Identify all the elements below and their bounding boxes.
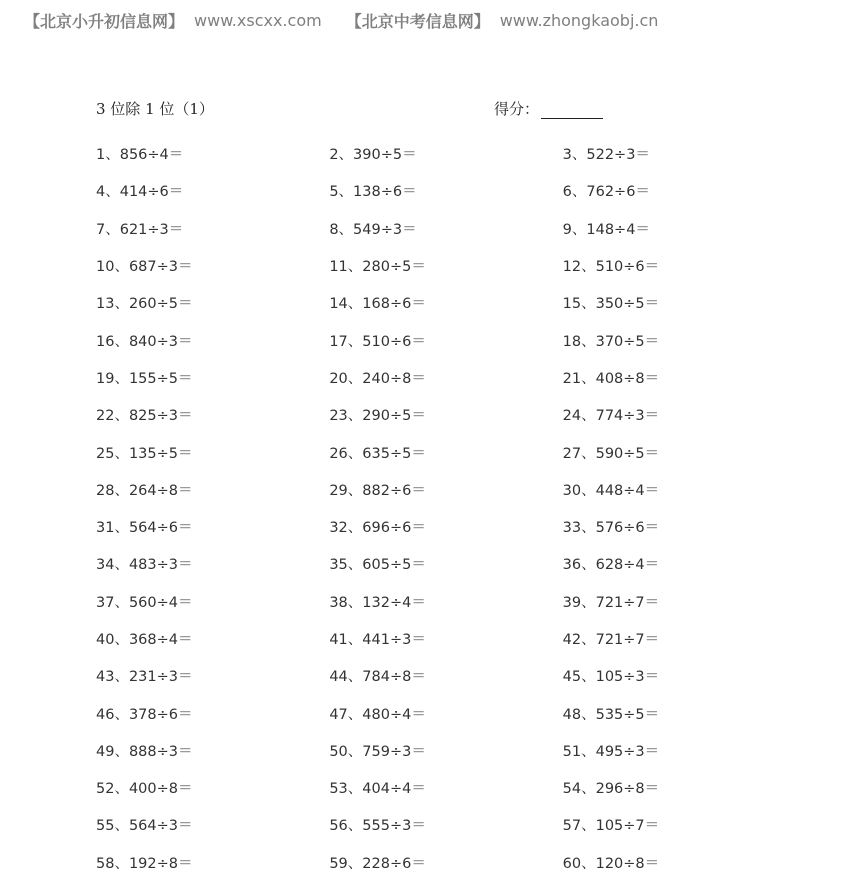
site1-name: 【北京小升初信息网】 <box>24 11 185 31</box>
problem-row <box>96 471 796 508</box>
problem-item: 15、350÷5＝ <box>562 296 660 313</box>
problem-item: 22、825÷3＝ <box>96 408 193 425</box>
problem-item: 49、888÷3＝ <box>96 743 193 760</box>
score-blank-line[interactable] <box>541 104 603 119</box>
problem-item: 43、231÷3＝ <box>96 669 193 686</box>
problem-item: 59、228÷6＝ <box>329 855 426 872</box>
problem-item: 25、135÷5＝ <box>96 445 193 462</box>
problem-item: 50、759÷3＝ <box>329 743 426 760</box>
problem-item: 39、721÷7＝ <box>562 594 660 611</box>
problem-item: 47、480÷4＝ <box>329 706 426 723</box>
worksheet-title-row <box>96 98 696 120</box>
worksheet-title: 3 位除 1 位（1） <box>96 100 214 118</box>
problem-item: 48、535÷5＝ <box>562 706 660 723</box>
problem-item: 60、120÷8＝ <box>562 855 660 872</box>
problem-row <box>96 806 796 843</box>
problem-row <box>96 359 796 396</box>
problem-item: 11、280÷5＝ <box>329 259 426 276</box>
problem-item: 8、549÷3＝ <box>329 221 417 238</box>
score-label: 得分： <box>494 100 540 118</box>
problem-item: 37、560÷4＝ <box>96 594 193 611</box>
problem-row <box>96 135 796 172</box>
problem-item: 30、448÷4＝ <box>562 482 660 499</box>
problem-row <box>96 172 796 209</box>
problem-item: 32、696÷6＝ <box>329 520 426 537</box>
problem-row <box>96 732 796 769</box>
problem-item: 52、400÷8＝ <box>96 781 193 798</box>
problem-item: 14、168÷6＝ <box>329 296 426 313</box>
problem-item: 1、856÷4＝ <box>96 147 184 164</box>
problem-item: 24、774÷3＝ <box>562 408 660 425</box>
problem-item: 35、605÷5＝ <box>329 557 426 574</box>
problem-item: 33、576÷6＝ <box>562 520 660 537</box>
problem-item: 2、390÷5＝ <box>329 147 417 164</box>
page-header <box>24 8 845 32</box>
problem-row <box>96 657 796 694</box>
problem-item: 7、621÷3＝ <box>96 221 184 238</box>
problem-grid <box>96 135 796 881</box>
problem-row <box>96 844 796 881</box>
problem-item: 6、762÷6＝ <box>562 184 650 201</box>
problem-row <box>96 433 796 470</box>
problem-item: 18、370÷5＝ <box>562 333 660 350</box>
problem-item: 13、260÷5＝ <box>96 296 193 313</box>
problem-item: 16、840÷3＝ <box>96 333 193 350</box>
problem-item: 44、784÷8＝ <box>329 669 426 686</box>
score-field <box>494 98 603 119</box>
problem-item: 26、635÷5＝ <box>329 445 426 462</box>
problem-item: 28、264÷8＝ <box>96 482 193 499</box>
problem-item: 42、721÷7＝ <box>562 632 660 648</box>
problem-row <box>96 508 796 545</box>
site2-url-link[interactable]: www.zhongkaobj.cn <box>499 10 659 30</box>
problem-row <box>96 620 796 657</box>
problem-item: 20、240÷8＝ <box>329 370 426 387</box>
site1-url-link[interactable]: www.xscxx.com <box>194 10 322 30</box>
problem-item: 38、132÷4＝ <box>329 594 426 611</box>
problem-item: 45、105÷3＝ <box>562 669 660 686</box>
problem-row <box>96 545 796 582</box>
problem-row <box>96 396 796 433</box>
problem-row <box>96 769 796 806</box>
problem-item: 27、590÷5＝ <box>562 445 660 462</box>
problem-row <box>96 247 796 284</box>
problem-item: 4、414÷6＝ <box>96 184 184 201</box>
problem-item: 29、882÷6＝ <box>329 482 426 499</box>
problem-item: 5、138÷6＝ <box>329 184 417 201</box>
problem-row <box>96 694 796 731</box>
problem-item: 53、404÷4＝ <box>329 781 426 798</box>
problem-item: 58、192÷8＝ <box>96 855 193 872</box>
problem-row <box>96 583 796 620</box>
problem-item: 55、564÷3＝ <box>96 818 193 835</box>
problem-row <box>96 210 796 247</box>
problem-item: 23、290÷5＝ <box>329 408 426 425</box>
problem-item: 17、510÷6＝ <box>329 333 426 350</box>
problem-item: 56、555÷3＝ <box>329 818 426 835</box>
site2-name: 【北京中考信息网】 <box>345 11 490 31</box>
problem-item: 57、105÷7＝ <box>562 818 660 835</box>
problem-item: 19、155÷5＝ <box>96 370 193 387</box>
problem-item: 41、441÷3＝ <box>329 632 426 648</box>
problem-item: 46、378÷6＝ <box>96 706 193 723</box>
problem-row <box>96 284 796 321</box>
problem-item: 31、564÷6＝ <box>96 520 193 537</box>
problem-item: 3、522÷3＝ <box>562 147 650 164</box>
problem-item: 36、628÷4＝ <box>562 557 660 574</box>
problem-item: 34、483÷3＝ <box>96 557 193 574</box>
problem-item: 40、368÷4＝ <box>96 632 193 648</box>
problem-item: 9、148÷4＝ <box>562 221 650 238</box>
problem-item: 54、296÷8＝ <box>562 781 660 798</box>
problem-item: 51、495÷3＝ <box>562 743 660 760</box>
problem-item: 10、687÷3＝ <box>96 259 193 276</box>
problem-row <box>96 321 796 358</box>
problem-item: 12、510÷6＝ <box>562 259 660 276</box>
problem-item: 21、408÷8＝ <box>562 370 660 387</box>
